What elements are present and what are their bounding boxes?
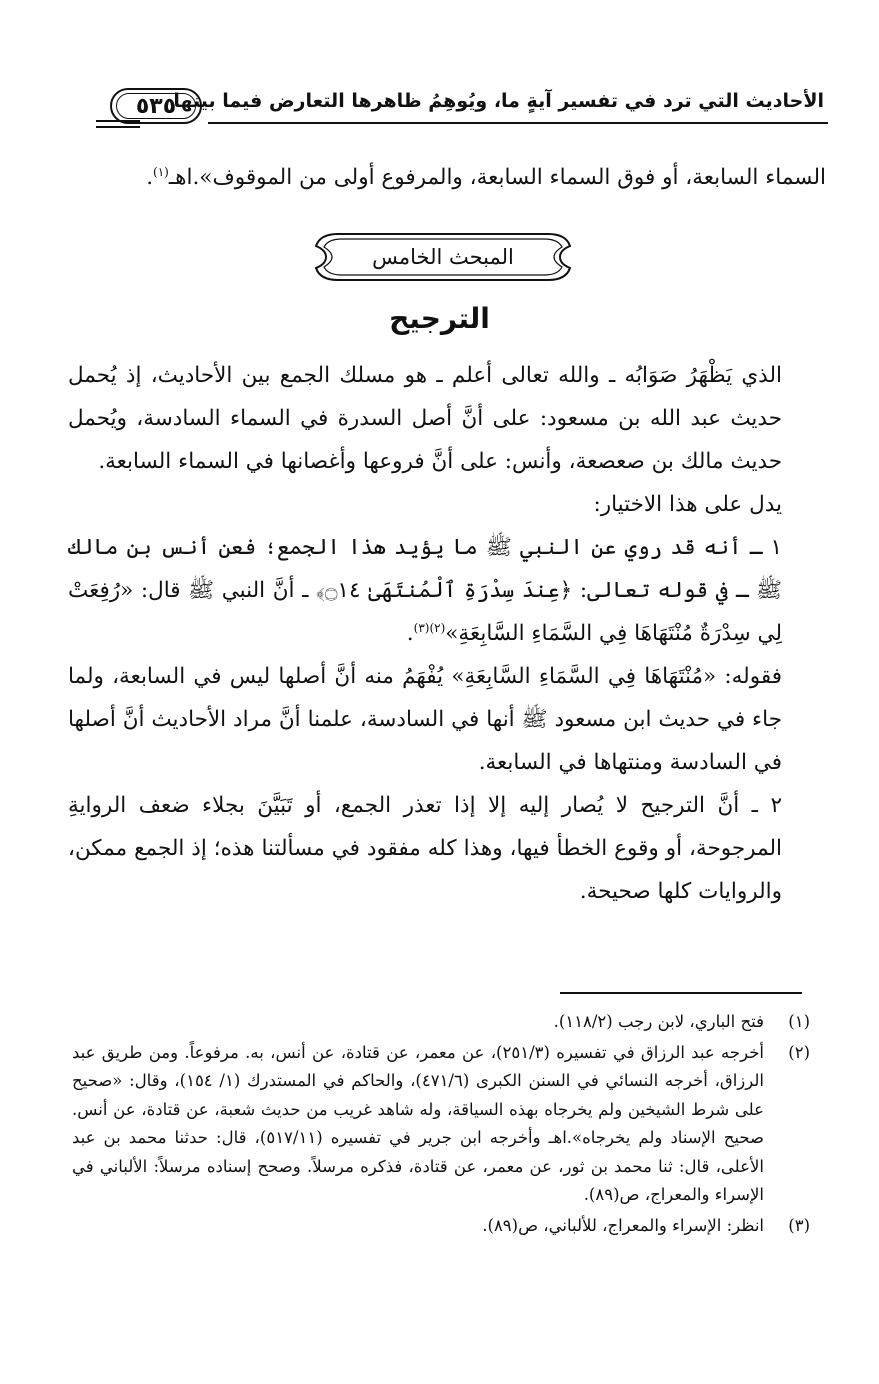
section-title: المبحث الخامس xyxy=(372,245,514,269)
heading-tarjih: الترجيح xyxy=(389,302,490,335)
footnote-text: فتح الباري، لابن رجب (١١٨/٢). xyxy=(553,1012,764,1031)
paragraph-3 xyxy=(68,526,826,655)
paragraph-3-end: . xyxy=(406,621,414,646)
footnote-1 xyxy=(72,1008,810,1037)
paragraph-5: ٢ ـ أنَّ الترجيح لا يُصار إليه إلا إذا تعذر الجمع، أو تَبَيَّنَ بجلاء ضعف الروايةِ المرجوحة، أو وقوع الخطأ فيها، وهذا كله مفقود في مسألتنا هذه؛ إذ الجمع ممكن، والروايات كلها صحيحة. xyxy=(68,793,782,904)
footnotes xyxy=(72,1008,810,1242)
page-header xyxy=(72,86,824,140)
footnote-3 xyxy=(72,1212,810,1241)
footnote-number: (١) xyxy=(788,1012,810,1031)
paragraph-3-text: ١ ـ أنه قد روي عن النبي ﷺ ما يؤيد هذا الجمع؛ فعن أنس بن مالك ﷺ ـ في قوله تعالى: ﴿عِندَ سِدْرَةِ ٱلْمُنتَهَىٰ ۝١٤﴾ ـ أنَّ النبي ﷺ قال: «رُفِعَتْ لِي سِدْرَةٌ مُنْتَهَاهَا فِي السَّمَاءِ السَّابِعَةِ» xyxy=(68,535,782,646)
paragraph-1: الذي يَظْهَرُ صَوَابُه ـ والله تعالى أعلم ـ هو مسلك الجمع بين الأحاديث، إذ يُحمل حديث عبد الله بن مسعود: على أنَّ أصل السدرة في السماء السادسة، ويُحمل حديث مالك بن صعصعة، وأنس: على أنَّ فروعها وأغصانها في السماء السابعة. xyxy=(68,363,782,474)
header-rule-right xyxy=(208,122,828,124)
main-text xyxy=(68,354,826,913)
footnote-ref-1[interactable]: (١) xyxy=(153,164,169,179)
carryover-end: . xyxy=(146,165,154,190)
footnote-2 xyxy=(72,1039,810,1210)
section-title-frame xyxy=(308,228,578,286)
header-rule-left-2 xyxy=(96,126,140,128)
footnote-separator xyxy=(560,992,802,994)
footnote-number: (٣) xyxy=(788,1215,810,1235)
footnote-number: (٢) xyxy=(788,1042,810,1062)
carryover-line: السماء السابعة، أو فوق السماء السابعة، والمرفوع أولى من الموقوف».اهـ xyxy=(168,165,826,190)
footnote-text: أخرجه عبد الرزاق في تفسيره (٢٥١/٣)، عن معمر، عن قتادة، عن أنس، به. مرفوعاً. ومن طريق عبد الرزاق، أخرجه النسائي في السنن الكبرى (٤٧١/٦)، والحاكم في المستدرك (١/ ١٥٤)، وقال: «صحيح على شرط الشيخين ولم يخرجاه بهذه السياقة، وله شاهد غريب من حديث شعبة، عن قتادة، عن أنس. صحيح الإسناد ولم يخرجاه».اهـ وأخرجه ابن جرير في تفسيره (٥١٧/١١)، قال: حدثنا محمد بن عبد الأعلى، قال: ثنا محمد بن ثور، عن معمر، عن قتادة، فذكره مرسلاً. وصحح إسناده مرسلاً: الألباني في الإسراء والمعراج، ص(٨٩). xyxy=(72,1042,764,1204)
page-number: ٥٣٥ xyxy=(110,88,202,124)
carryover-text xyxy=(70,156,826,199)
footnote-refs-2-3[interactable]: (٢)(٣) xyxy=(413,620,446,635)
paragraph-4: فقوله: «مُنْتَهَاهَا فِي السَّمَاءِ السَّابِعَةِ» يُفْهَمُ منه أنَّ أصلها ليس في السابعة، ولما جاء في حديث ابن مسعود ﷺ أنها في السادسة، علمنا أنَّ مراد الأحاديث أنَّ أصلها في السادسة ومنتهاها في السابعة. xyxy=(68,664,782,775)
page-number-frame xyxy=(110,88,202,124)
running-title: الأحاديث التي ترد في تفسير آيةٍ ما، ويُوهِمُ ظاهرها التعارض فيما بينها xyxy=(173,90,824,112)
paragraph-2: يدل على هذا الاختيار: xyxy=(593,492,782,517)
footnote-text: انظر: الإسراء والمعراج، للألباني، ص(٨٩). xyxy=(482,1215,764,1235)
header-rule-left xyxy=(96,120,140,122)
